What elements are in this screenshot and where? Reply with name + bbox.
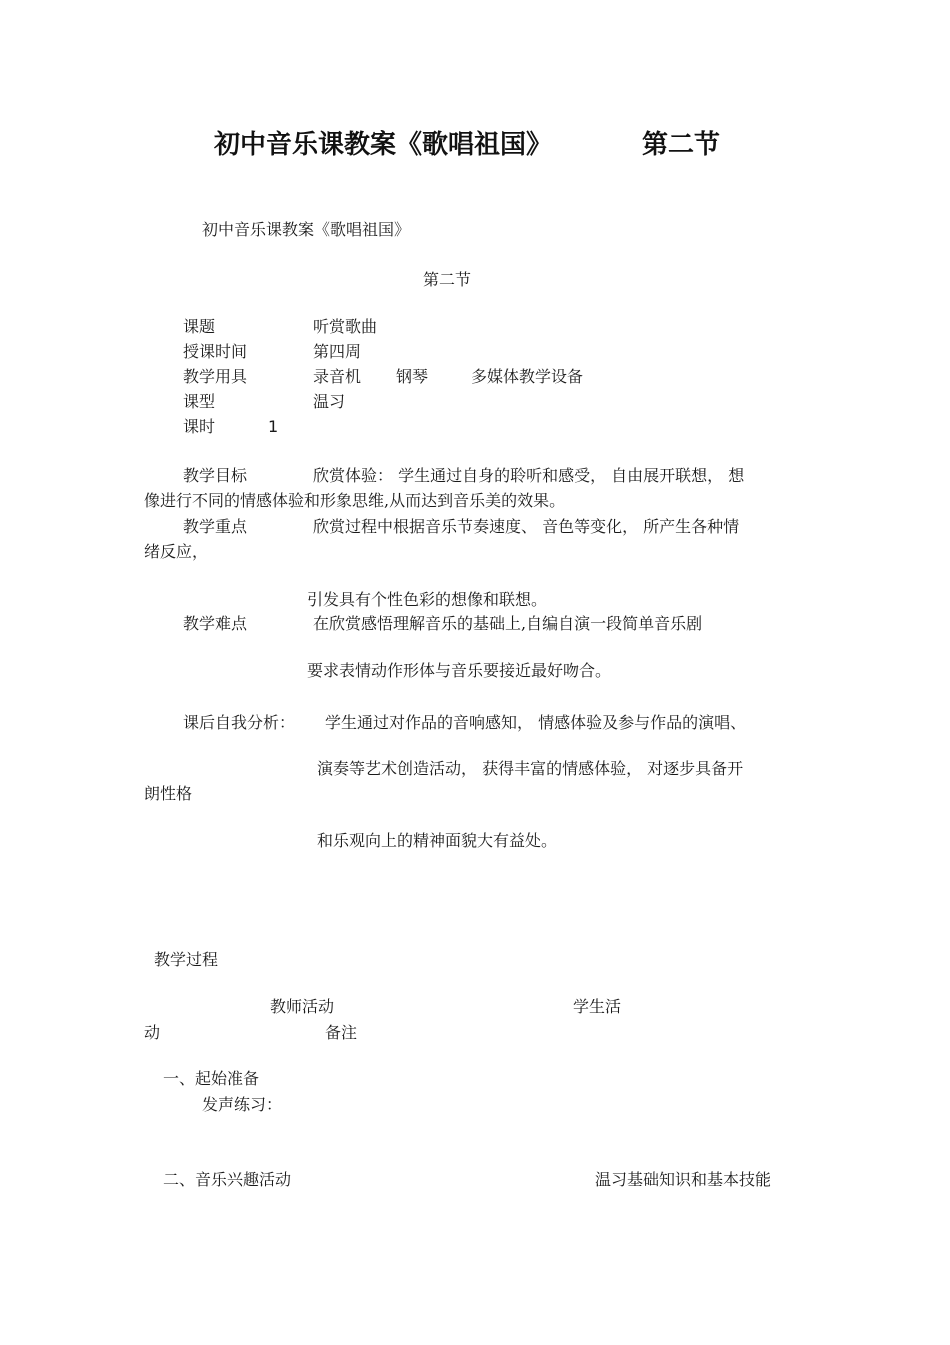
topic-label: 课题 (183, 317, 216, 336)
key-text: 引发具有个性色彩的想像和联想。 (307, 590, 548, 609)
analysis-text: 朗性格 (144, 784, 193, 803)
key-label: 教学重点 (183, 517, 248, 536)
page-title-section: 第二节 (642, 130, 721, 160)
column-header-student-cont: 动 (144, 1023, 161, 1042)
tool-item: 多媒体教学设备 (471, 367, 584, 386)
hours-label: 课时 (183, 417, 216, 436)
key-text: 欣赏过程中根据音乐节奏速度、 音色等变化， 所产生各种情 (313, 517, 740, 536)
analysis-text: 演奏等艺术创造活动， 获得丰富的情感体验， 对逐步具备开 (317, 759, 744, 778)
time-label: 授课时间 (183, 342, 248, 361)
step-note: 温习基础知识和基本技能 (595, 1170, 772, 1189)
difficulty-text: 要求表情动作形体与音乐要接近最好吻合。 (307, 661, 612, 680)
tools-label: 教学用具 (183, 367, 248, 386)
step-heading: 二、音乐兴趣活动 (163, 1170, 292, 1189)
hours-value: 1 (268, 417, 279, 436)
subtitle-line: 初中音乐课教案《歌唱祖国》 (202, 220, 411, 239)
page-title: 初中音乐课教案《歌唱祖国》 (214, 130, 553, 160)
analysis-label: 课后自我分析： (183, 713, 296, 732)
goal-text: 欣赏体验： 学生通过自身的聆听和感受， 自由展开联想， 想 (313, 466, 745, 485)
step-heading: 一、起始准备 (163, 1069, 260, 1088)
process-heading: 教学过程 (154, 950, 219, 969)
difficulty-label: 教学难点 (183, 614, 248, 633)
column-header-teacher: 教师活动 (270, 997, 335, 1016)
column-header-student: 学生活 (573, 997, 622, 1016)
section-label: 第二节 (423, 270, 472, 289)
goal-text: 像进行不同的情感体验和形象思维,从而达到音乐美的效果。 (144, 491, 566, 510)
step-subitem: 发声练习： (202, 1095, 283, 1114)
tool-item: 钢琴 (396, 367, 429, 386)
tool-item: 录音机 (313, 367, 362, 386)
type-label: 课型 (183, 392, 216, 411)
goal-label: 教学目标 (183, 466, 248, 485)
type-value: 温习 (313, 392, 346, 411)
time-value: 第四周 (313, 342, 362, 361)
analysis-text: 学生通过对作品的音响感知， 情感体验及参与作品的演唱、 (325, 713, 747, 732)
column-header-note: 备注 (325, 1023, 358, 1042)
analysis-text: 和乐观向上的精神面貌大有益处。 (317, 831, 558, 850)
topic-value: 听赏歌曲 (313, 317, 378, 336)
key-text: 绪反应， (144, 542, 209, 561)
difficulty-text: 在欣赏感悟理解音乐的基础上,自编自演一段简单音乐剧 (313, 614, 703, 633)
